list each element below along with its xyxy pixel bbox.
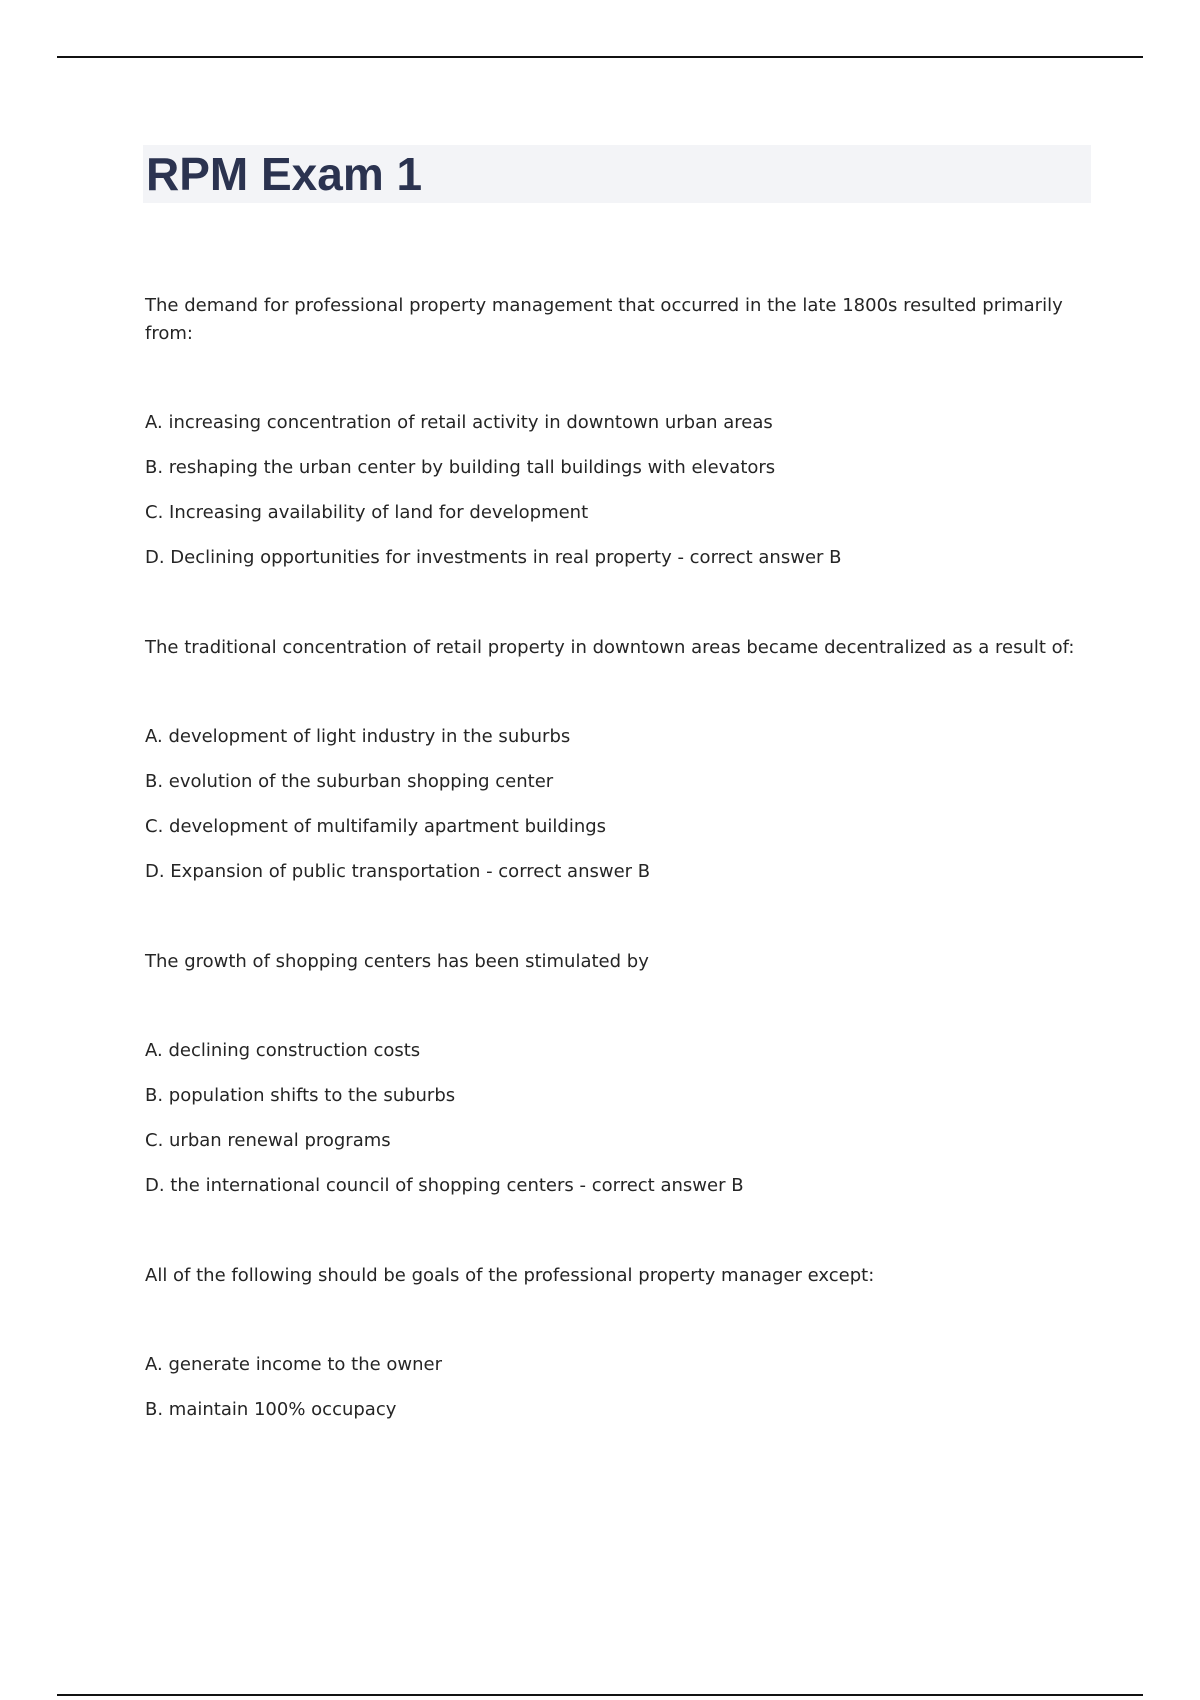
answer-options (145, 1354, 1090, 1421)
document-title: RPM Exam 1 (146, 148, 423, 200)
top-rule (57, 56, 1143, 58)
answer-options (145, 1040, 1090, 1197)
question-block-1 (145, 292, 1090, 569)
answer-option-a: A. declining construction costs (145, 1040, 421, 1061)
question-text: The traditional concentration of retail property in downtown areas became decentralized as a result of: (145, 637, 1075, 658)
answer-option-b: B. evolution of the suburban shopping center (145, 771, 554, 792)
question-block-4 (145, 1262, 1090, 1421)
answer-option-a: A. increasing concentration of retail activity in downtown urban areas (145, 412, 773, 433)
answer-option-d: D. Declining opportunities for investments in real property - correct answer B (145, 547, 842, 568)
answer-option-b: B. maintain 100% occupacy (145, 1399, 397, 1420)
answer-option-d: D. the international council of shopping centers - correct answer B (145, 1175, 744, 1196)
question-text: The growth of shopping centers has been stimulated by (145, 951, 649, 972)
answer-option-c: C. development of multifamily apartment buildings (145, 816, 607, 837)
answer-options (145, 726, 1090, 883)
question-text: The demand for professional property management that occurred in the late 1800s resulted primarily from: (145, 295, 1063, 344)
answer-option-d: D. Expansion of public transportation - correct answer B (145, 861, 651, 882)
question-block-3 (145, 948, 1090, 1197)
answer-option-c: C. urban renewal programs (145, 1130, 391, 1151)
bottom-rule (57, 1694, 1143, 1696)
answer-options (145, 412, 1090, 569)
answer-option-c: C. Increasing availability of land for development (145, 502, 589, 523)
answer-option-b: B. reshaping the urban center by building tall buildings with elevators (145, 457, 776, 478)
answer-option-b: B. population shifts to the suburbs (145, 1085, 456, 1106)
question-list (145, 292, 1090, 1486)
question-text: All of the following should be goals of the professional property manager except: (145, 1265, 875, 1286)
answer-option-a: A. generate income to the owner (145, 1354, 443, 1375)
question-block-2 (145, 634, 1090, 883)
answer-option-a: A. development of light industry in the suburbs (145, 726, 571, 747)
